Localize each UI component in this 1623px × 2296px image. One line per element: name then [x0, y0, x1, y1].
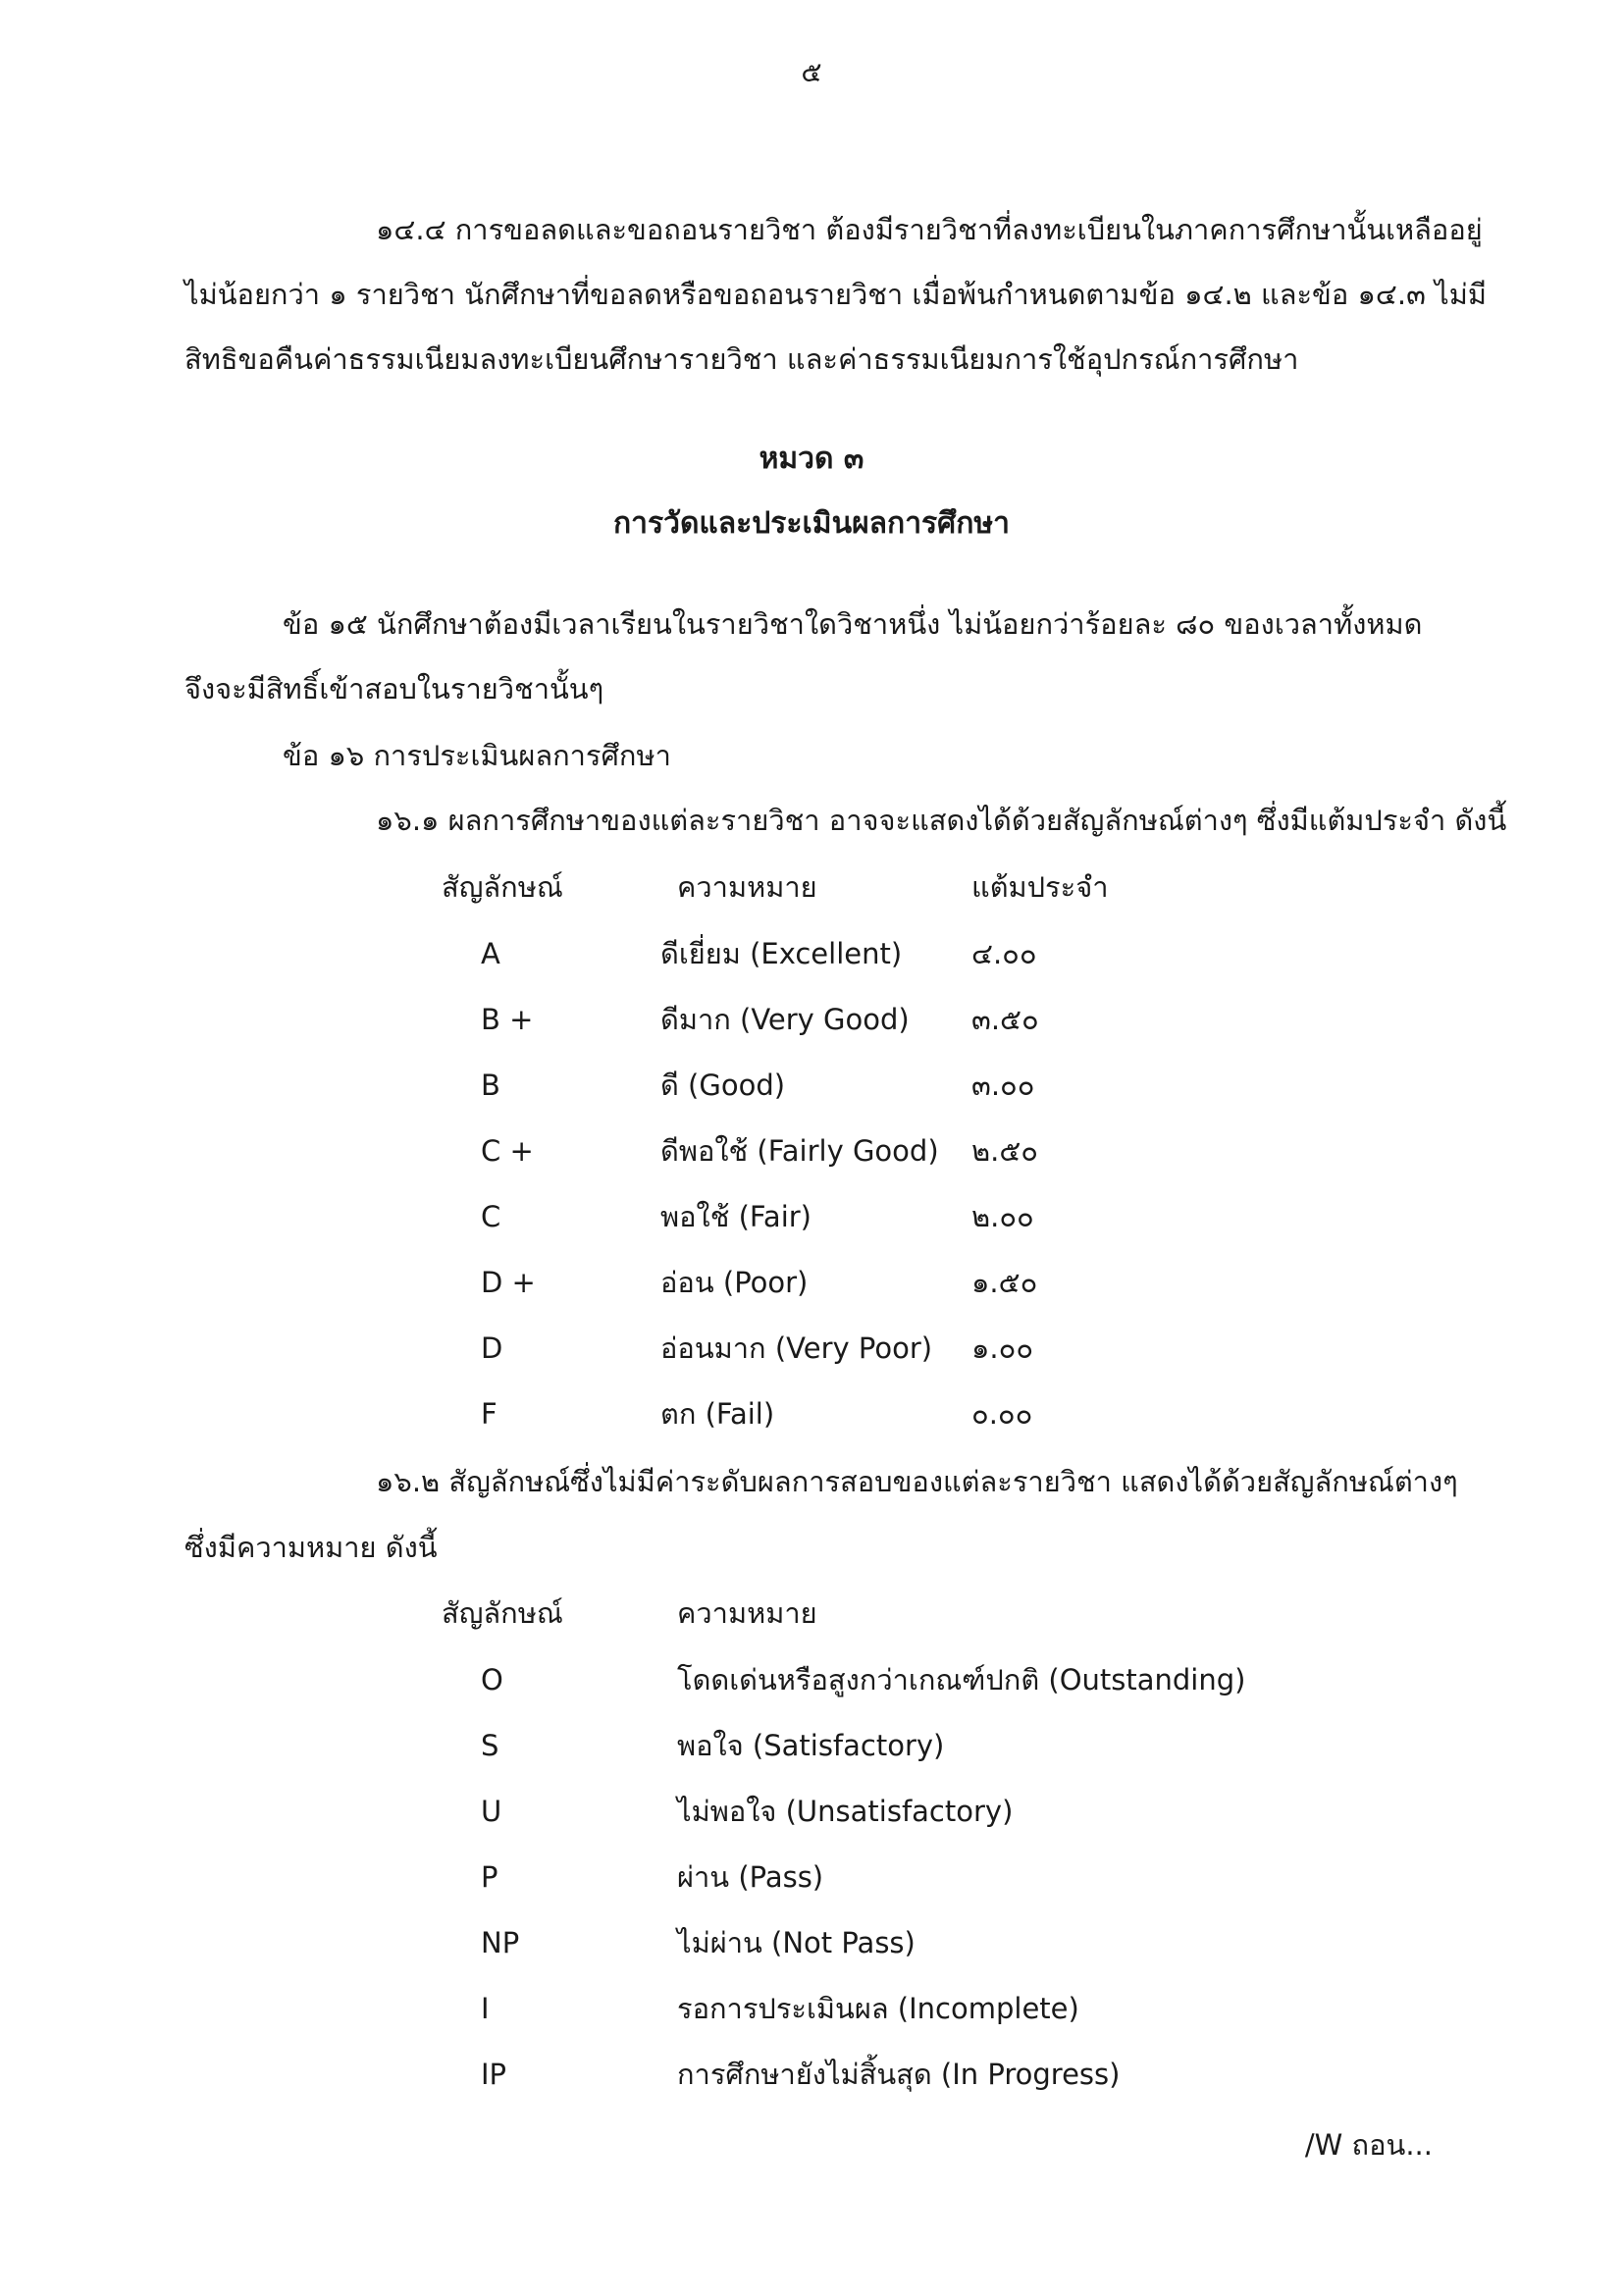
non-grade-symbol: IP	[481, 2058, 507, 2091]
paragraph-14-4-line-1: ๑๔.๔ การขอลดและขอถอนรายวิชา ต้องมีรายวิชาที่ลงทะเบียนในภาคการศึกษานั้นเหลืออยู่	[376, 213, 1483, 246]
grade-meaning: พอใช้ (Fair)	[660, 1200, 812, 1233]
non-grade-symbol: P	[481, 1860, 498, 1894]
page-number: ๕	[801, 56, 822, 88]
grade-points: ๓.๕๐	[971, 1003, 1039, 1036]
article-15-line-2: จึงจะมีสิทธิ์เข้าสอบในรายวิชานั้นๆ	[184, 672, 604, 705]
grade-symbol: A	[481, 937, 500, 970]
grade-symbol: C	[481, 1200, 501, 1233]
grade-points: ๒.๕๐	[971, 1134, 1038, 1168]
article-16-heading: ข้อ ๑๖ การประเมินผลการศึกษา	[283, 739, 671, 772]
grade-symbol: B +	[481, 1003, 534, 1036]
non-grade-meaning: รอการประเมินผล (Incomplete)	[677, 1992, 1079, 2025]
grade-meaning: ดีเยี่ยม (Excellent)	[660, 937, 903, 970]
non-grade-meaning: ไม่ผ่าน (Not Pass)	[677, 1926, 916, 1959]
non-grade-symbol: U	[481, 1795, 502, 1828]
symbol-table-header-meaning: ความหมาย	[677, 1596, 817, 1630]
grade-symbol: B	[481, 1069, 500, 1102]
grade-symbol: F	[481, 1397, 497, 1431]
grade-meaning: ตก (Fail)	[660, 1397, 775, 1431]
paragraph-14-4-line-3: สิทธิขอคืนค่าธรรมเนียมลงทะเบียนศึกษารายวิชา และค่าธรรมเนียมการใช้อุปกรณ์การศึกษา	[184, 342, 1299, 376]
grade-points: ๐.๐๐	[971, 1397, 1033, 1431]
grade-table-header-meaning: ความหมาย	[677, 870, 817, 904]
grade-symbol: D	[481, 1331, 503, 1365]
continuation-note: /W ถอน...	[1304, 2128, 1433, 2162]
grade-symbol: D +	[481, 1266, 536, 1299]
non-grade-meaning: ไม่พอใจ (Unsatisfactory)	[677, 1795, 1014, 1828]
grade-meaning: ดี (Good)	[660, 1069, 786, 1102]
grade-symbol: C +	[481, 1134, 534, 1168]
clause-16-2-line-1: ๑๖.๒ สัญลักษณ์ซึ่งไม่มีค่าระดับผลการสอบของแต่ละรายวิชา แสดงได้ด้วยสัญลักษณ์ต่างๆ	[376, 1465, 1458, 1498]
non-grade-meaning: การศึกษายังไม่สิ้นสุด (In Progress)	[677, 2058, 1121, 2091]
clause-16-2-line-2: ซึ่งมีความหมาย ดังนี้	[184, 1531, 438, 1564]
article-15-line-1: ข้อ ๑๕ นักศึกษาต้องมีเวลาเรียนในรายวิชาใดวิชาหนึ่ง ไม่น้อยกว่าร้อยละ ๘๐ ของเวลาทั้งหมด	[283, 607, 1423, 641]
symbol-table-header-symbol: สัญลักษณ์	[442, 1596, 563, 1630]
non-grade-symbol: S	[481, 1729, 499, 1762]
non-grade-symbol: I	[481, 1992, 490, 2025]
grade-points: ๓.๐๐	[971, 1069, 1035, 1102]
grade-points: ๑.๐๐	[971, 1331, 1034, 1365]
grade-meaning: ดีมาก (Very Good)	[660, 1003, 910, 1036]
non-grade-symbol: NP	[481, 1926, 520, 1959]
grade-points: ๑.๕๐	[971, 1266, 1038, 1299]
paragraph-14-4-line-2: ไม่น้อยกว่า ๑ รายวิชา นักศึกษาที่ขอลดหรือขอถอนรายวิชา เมื่อพ้นกำหนดตามข้อ ๑๔.๒ และข้อ ๑๔.๓ ไม่มี	[184, 278, 1487, 311]
grade-meaning: อ่อนมาก (Very Poor)	[660, 1331, 933, 1365]
chapter-number: หมวด ๓	[759, 442, 864, 476]
grade-points: ๔.๐๐	[971, 937, 1037, 970]
non-grade-meaning: โดดเด่นหรือสูงกว่าเกณฑ์ปกติ (Outstanding)	[677, 1663, 1246, 1696]
grade-table-header-symbol: สัญลักษณ์	[442, 870, 563, 904]
chapter-title: การวัดและประเมินผลการศึกษา	[612, 506, 1010, 541]
non-grade-symbol: O	[481, 1663, 503, 1696]
clause-16-1: ๑๖.๑ ผลการศึกษาของแต่ละรายวิชา อาจจะแสดงได้ด้วยสัญลักษณ์ต่างๆ ซึ่งมีแต้มประจำ ดังนี้	[376, 804, 1507, 837]
non-grade-meaning: พอใจ (Satisfactory)	[677, 1729, 945, 1762]
grade-meaning: ดีพอใช้ (Fairly Good)	[660, 1134, 939, 1168]
grade-points: ๒.๐๐	[971, 1200, 1034, 1233]
grade-meaning: อ่อน (Poor)	[660, 1266, 809, 1299]
grade-table-header-points: แต้มประจำ	[971, 870, 1109, 904]
non-grade-meaning: ผ่าน (Pass)	[677, 1860, 824, 1894]
